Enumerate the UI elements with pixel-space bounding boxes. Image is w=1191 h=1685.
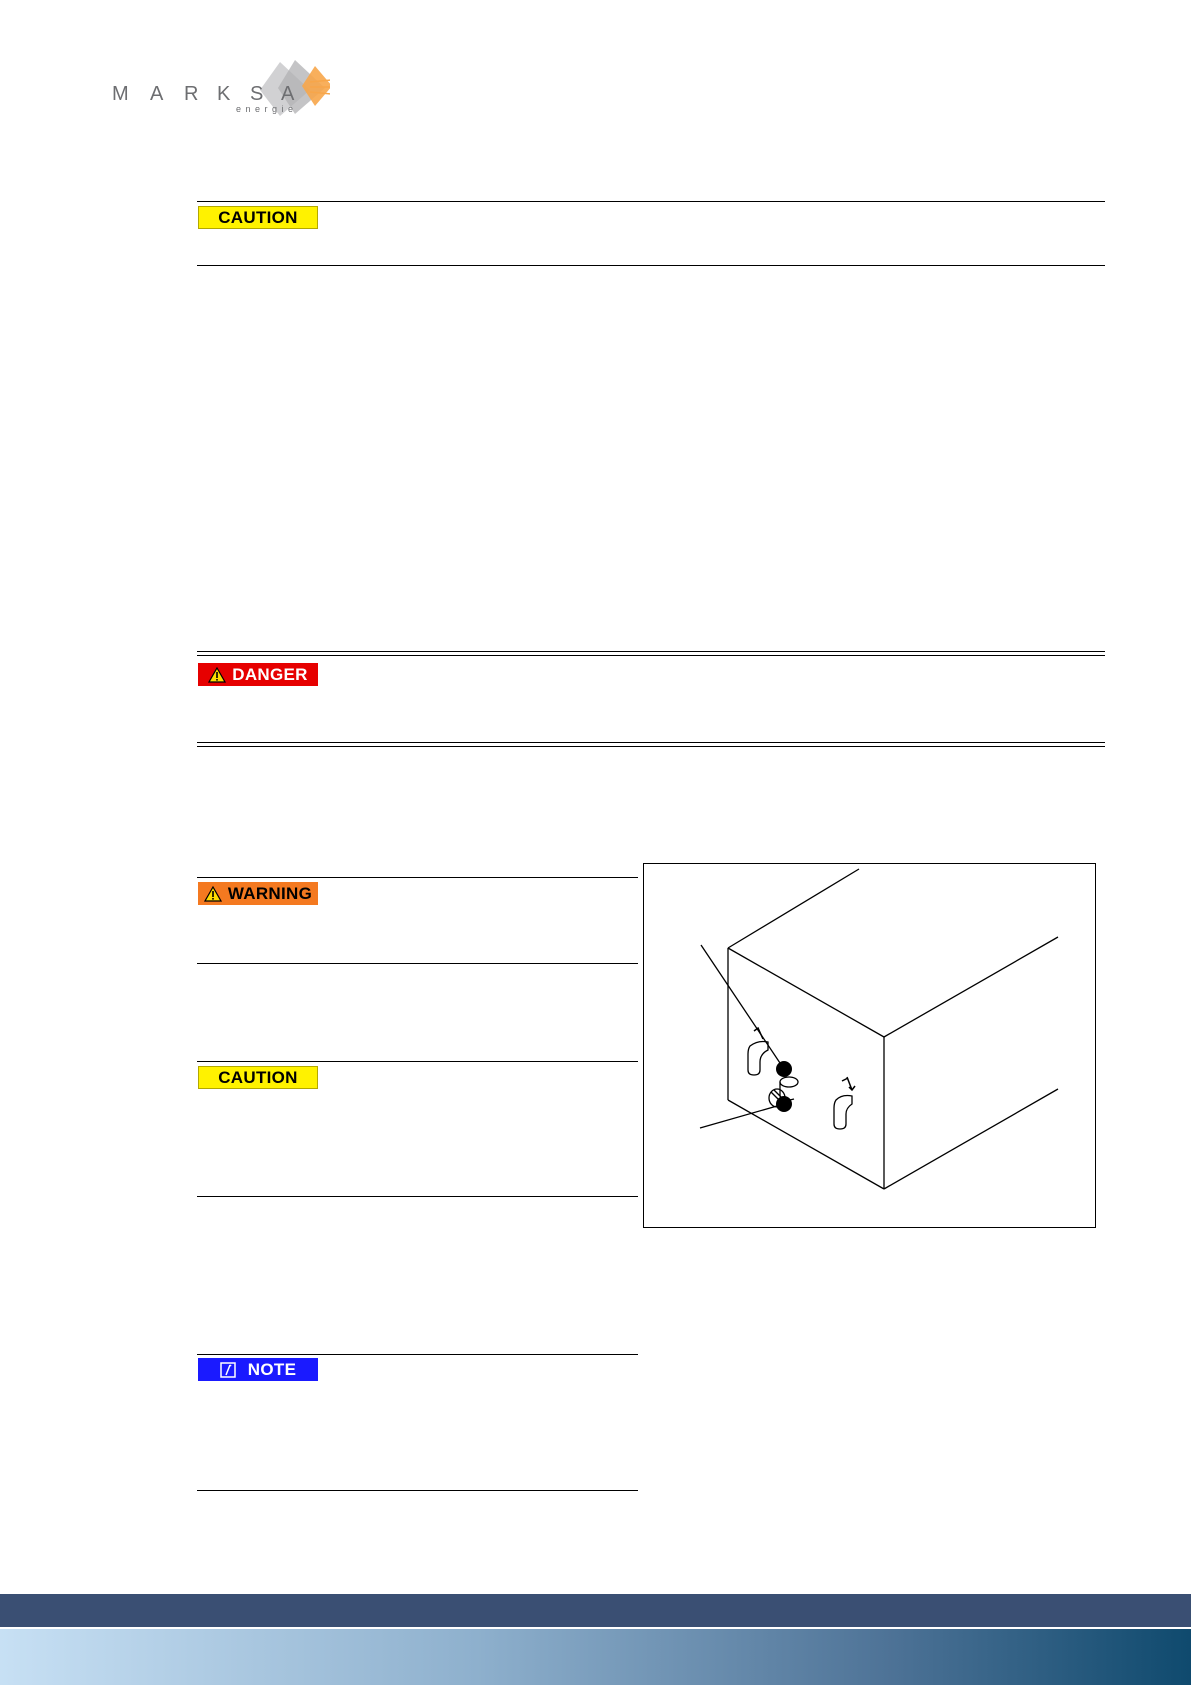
warning-triangle-icon bbox=[204, 886, 222, 902]
danger-top-rule bbox=[197, 651, 1105, 656]
callout-dot-1 bbox=[776, 1061, 792, 1077]
footer-divider bbox=[0, 1627, 1191, 1629]
caution-badge bbox=[198, 206, 318, 229]
caution-label: CAUTION bbox=[218, 1067, 298, 1087]
logo-letter: M bbox=[112, 83, 129, 105]
warning-badge bbox=[198, 882, 318, 905]
danger-label: DANGER bbox=[232, 664, 308, 684]
section-rule bbox=[197, 1196, 638, 1197]
footer-band-dark bbox=[0, 1594, 1191, 1627]
section-rule bbox=[197, 877, 638, 878]
logo-letter: R bbox=[184, 83, 199, 105]
logo-letter: K bbox=[217, 83, 231, 105]
section-rule bbox=[197, 963, 638, 964]
logo-subtext: energie bbox=[236, 104, 298, 114]
section-rule bbox=[197, 1354, 638, 1355]
arrow-down-icon bbox=[842, 1077, 855, 1090]
callout-dot-2 bbox=[776, 1096, 792, 1112]
note-badge bbox=[198, 1358, 318, 1381]
section-rule bbox=[197, 201, 1105, 202]
logo-letter: A bbox=[150, 83, 164, 105]
danger-badge bbox=[198, 663, 318, 686]
warning-triangle-icon bbox=[208, 667, 226, 683]
arrow-up-icon bbox=[754, 1028, 763, 1039]
warning-label: WARNING bbox=[227, 883, 313, 903]
note-icon bbox=[220, 1362, 236, 1378]
danger-bottom-rule bbox=[197, 742, 1105, 747]
section-rule bbox=[197, 1490, 638, 1491]
caution-label: CAUTION bbox=[218, 207, 298, 227]
note-label: NOTE bbox=[247, 1359, 297, 1379]
caution-badge bbox=[198, 1066, 318, 1089]
section-rule bbox=[197, 265, 1105, 266]
unit-connection-figure bbox=[643, 863, 1096, 1228]
logo-letter: A bbox=[281, 83, 295, 105]
marksa-energie-logo bbox=[110, 58, 330, 118]
logo-letter: S bbox=[250, 83, 264, 105]
section-rule bbox=[197, 1061, 638, 1062]
footer-band-gradient bbox=[0, 1627, 1191, 1685]
